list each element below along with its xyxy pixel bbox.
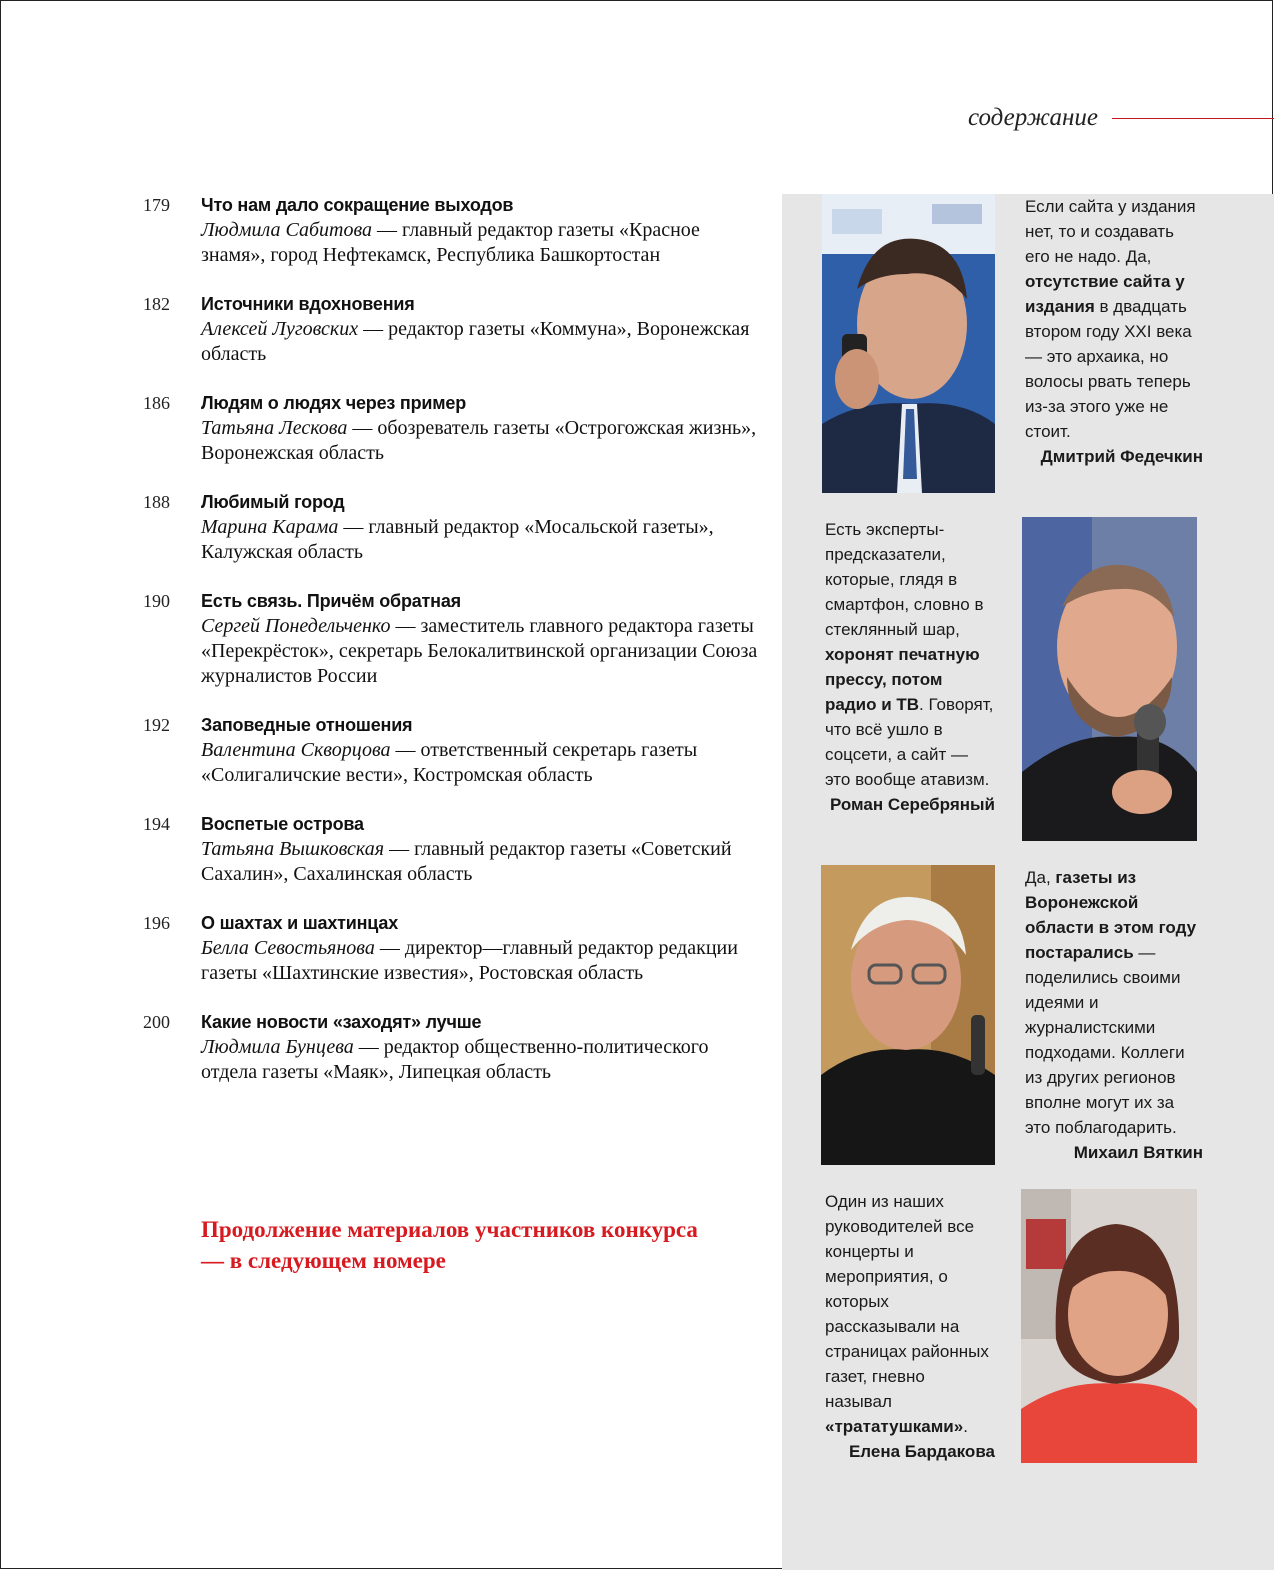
toc-author-name: Татьяна Вышковская bbox=[201, 838, 385, 860]
toc-author-name: Татьяна Лескова bbox=[201, 417, 348, 439]
quote-highlight: газеты из Воронежской области в этом году постарались bbox=[1025, 868, 1197, 962]
toc-entry-body bbox=[201, 193, 763, 268]
toc-title: Любимый город bbox=[201, 492, 345, 512]
quote-highlight: отсутствие сайта у издания bbox=[1025, 272, 1185, 316]
toc-author-name: Валентина Скворцова bbox=[201, 739, 391, 761]
toc-entry-body bbox=[201, 589, 763, 689]
toc-author-desc: — обозреватель газеты «Острогожская жизнь», Воронежская область bbox=[201, 417, 757, 464]
toc-title: Что нам дало сокращение выходов bbox=[201, 195, 514, 215]
toc-title: Воспетые острова bbox=[201, 814, 364, 834]
toc-entry bbox=[143, 812, 763, 887]
toc-author-desc: — директор—главный редактор редакции газеты «Шахтинские известия», Ростовская область bbox=[201, 937, 738, 984]
toc-entry bbox=[143, 292, 763, 367]
toc-author-desc: — редактор газеты «Коммуна», Воронежская область bbox=[201, 318, 750, 365]
toc-author-desc: — главный редактор газеты «Красное знамя», город Нефтекамск, Республика Башкортостан bbox=[201, 219, 700, 266]
toc-title: Заповедные отношения bbox=[201, 715, 413, 735]
toc-entry-body bbox=[201, 292, 763, 367]
quote-text: Один из наших руководителей все концерты и мероприятия, о которых рассказывали на страницах районных газет, гневно называл bbox=[825, 1192, 989, 1411]
toc-entry bbox=[143, 911, 763, 986]
toc-page-number: 196 bbox=[143, 913, 170, 933]
toc-entry bbox=[143, 490, 763, 565]
toc-page-number: 194 bbox=[143, 814, 170, 834]
toc-author-name: Сергей Понедельченко bbox=[201, 615, 391, 637]
photo-elena-bardakova bbox=[1021, 1189, 1197, 1463]
toc-page-number: 190 bbox=[143, 591, 170, 611]
photo-roman-serebryany bbox=[1022, 517, 1197, 841]
toc-title: О шахтах и шахтинцах bbox=[201, 913, 399, 933]
toc-page-number: 200 bbox=[143, 1012, 170, 1032]
toc-author-name: Людмила Сабитова bbox=[201, 219, 373, 241]
quote-highlight: хоронят печатную прессу, потом радио и ТВ bbox=[825, 645, 980, 714]
toc-title: Есть связь. Причём обратная bbox=[201, 591, 461, 611]
toc-author-desc: — главный редактор газеты «Советский Сахалин», Сахалинская область bbox=[201, 838, 732, 885]
quote-author: Елена Бардакова bbox=[848, 1442, 995, 1461]
quote-bardakova bbox=[825, 1189, 995, 1464]
toc-entry bbox=[143, 713, 763, 788]
quote-text: Если сайта у издания нет, то и создавать его не надо. Да, bbox=[1025, 197, 1196, 266]
quote-vyatkin bbox=[1025, 865, 1203, 1165]
quote-fedechkin bbox=[1025, 194, 1203, 469]
header-rule bbox=[1112, 118, 1274, 119]
quote-text: в двадцать втором году XXI века — это архаика, но волосы рвать теперь из-за этого уже не стоит. bbox=[1025, 297, 1192, 441]
toc-author-name: Алексей Луговских bbox=[201, 318, 359, 340]
toc-entry bbox=[143, 193, 763, 268]
quote-text: . bbox=[963, 1417, 968, 1436]
toc-entry-body bbox=[201, 812, 763, 887]
toc-author-name: Марина Карама bbox=[201, 516, 339, 538]
toc-entry bbox=[143, 1010, 763, 1085]
quote-author: Роман Серебряный bbox=[829, 795, 995, 814]
toc-author-desc: — ответственный секретарь газеты «Солигаличские вести», Костромская область bbox=[201, 739, 698, 786]
toc-entry-body bbox=[201, 713, 763, 788]
toc-title: Источники вдохновения bbox=[201, 294, 415, 314]
toc-page-number: 188 bbox=[143, 492, 170, 512]
toc-author-desc: — главный редактор «Мосальской газеты», Калужская область bbox=[201, 516, 714, 563]
toc-author-desc: — заместитель главного редактора газеты «Перекрёсток», секретарь Белокалитвинской организации Союза журналистов России bbox=[201, 615, 758, 687]
toc-page-number: 182 bbox=[143, 294, 170, 314]
quote-highlight: «трататушками» bbox=[825, 1417, 964, 1436]
toc-author-desc: — редактор общественно-политического отдела газеты «Маяк», Липецкая область bbox=[201, 1036, 709, 1083]
quote-text: . Говорят, что всё ушло в соцсети, а сайт — это вообще атавизм. bbox=[825, 695, 994, 789]
toc-title: Людям о людях через пример bbox=[201, 393, 466, 413]
toc-entry-body bbox=[201, 391, 763, 466]
quote-author: Дмитрий Федечкин bbox=[1040, 447, 1203, 466]
toc-entry-body bbox=[201, 1010, 763, 1085]
toc-title: Какие новости «заходят» лучше bbox=[201, 1012, 482, 1032]
quote-text: Да, bbox=[1025, 868, 1056, 887]
quote-text: Есть эксперты-предсказатели, которые, глядя в смартфон, словно в стеклянный шар, bbox=[825, 520, 984, 639]
section-header: содержание bbox=[968, 104, 1098, 131]
toc-author-name: Людмила Бунцева bbox=[201, 1036, 354, 1058]
continuation-note: Продолжение материалов участников конкурса — в следующем номере bbox=[201, 1217, 698, 1273]
toc-page-number: 186 bbox=[143, 393, 170, 413]
toc-entry-body bbox=[201, 490, 763, 565]
photo-mikhail-vyatkin bbox=[821, 865, 995, 1165]
table-of-contents bbox=[143, 193, 763, 1109]
photo-dmitry-fedechkin bbox=[822, 194, 995, 493]
toc-entry bbox=[143, 589, 763, 689]
toc-page-number: 192 bbox=[143, 715, 170, 735]
quote-author: Михаил Вяткин bbox=[1073, 1143, 1203, 1162]
toc-entry-body bbox=[201, 911, 763, 986]
toc-entry bbox=[143, 391, 763, 466]
toc-page-number: 179 bbox=[143, 195, 170, 215]
quote-serebryany bbox=[825, 517, 995, 817]
quote-text: — поделились своими идеями и журналистскими подходами. Коллеги из других регионов вполне могут их за это поблагодарить. bbox=[1025, 943, 1185, 1137]
toc-author-name: Белла Севостьянова bbox=[201, 937, 375, 959]
